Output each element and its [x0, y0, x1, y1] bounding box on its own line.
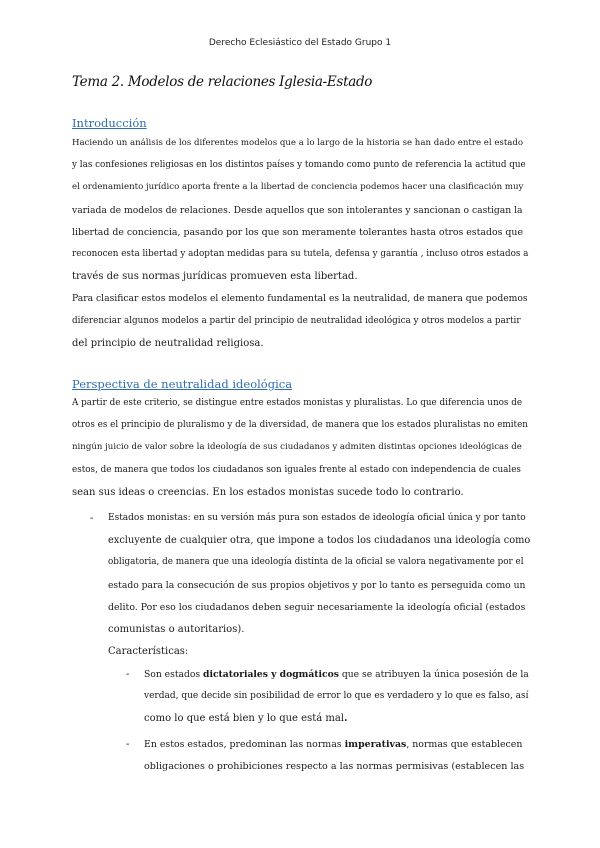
feature-text: En estos estados, predominan las normas	[144, 739, 345, 750]
bullet-dash: -	[90, 513, 94, 524]
intro-line: variada de modelos de relaciones. Desde aquellos que son intolerantes y sancionan o castigan la	[72, 205, 523, 216]
monist-line: Estados monistas: en su versión más pura son estados de ideología oficial única y por tanto	[108, 513, 526, 523]
monist-line: excluyente de cualquier otra, que impone a todos los ciudadanos una ideología como	[108, 535, 531, 546]
feature-emphasis: dictatoriales y dogmáticos	[203, 669, 339, 680]
intro-line: reconocen esta libertad y adoptan medidas para su tutela, defensa y garantía , incluso otros estados a	[72, 249, 529, 259]
feature-text: , normas que establecen	[406, 739, 523, 750]
ideological-line: A partir de este criterio, se distingue entre estados monistas y pluralistas. Lo que diferencia unos de	[72, 398, 523, 408]
intro-line: través de sus normas jurídicas promueven esta libertad.	[72, 271, 358, 282]
bullet-dash: -	[126, 739, 130, 750]
features-label: Características:	[108, 646, 189, 657]
monist-line: estado para la consecución de sus propios objetivos y por lo tanto es perseguida como un	[108, 580, 526, 591]
intro-line: el ordenamiento jurídico aporta frente a la libertad de conciencia podemos hacer una clasificación muy	[72, 182, 524, 192]
bullet-dash: -	[126, 669, 130, 680]
intro-line: del principio de neutralidad religiosa.	[72, 338, 264, 349]
feature-line	[144, 669, 529, 680]
feature-line	[144, 739, 522, 750]
feature-text: Son estados	[144, 669, 204, 680]
section-heading-introduccion: Introducción	[72, 116, 147, 130]
ideological-line: sean sus ideas o creencias. En los estados monistas sucede todo lo contrario.	[72, 487, 464, 498]
monist-line: comunistas o autoritarios).	[108, 624, 245, 635]
monist-line: obligatoria, de manera que una ideología distinta de la oficial se valora negativamente por el	[108, 557, 524, 567]
feature-text: que se atribuyen la única posesión de la	[338, 669, 529, 680]
feature-line: verdad, que decide sin posibilidad de error lo que es verdadero y lo que es falso, así	[144, 691, 529, 701]
feature-emphasis: imperativas	[344, 739, 407, 750]
document-title: Tema 2. Modelos de relaciones Iglesia-Estado	[72, 74, 373, 90]
feature-emphasis: .	[344, 713, 348, 724]
page-header: Derecho Eclesiástico del Estado Grupo 1	[208, 38, 392, 48]
monist-line: delito. Por eso los ciudadanos deben seguir necesariamente la ideología oficial (estados	[108, 602, 526, 613]
ideological-line: ningún juicio de valor sobre la ideología de sus ciudadanos y admiten distintas opciones ideológicas de	[72, 442, 522, 452]
section-heading-neutralidad-ideologica: Perspectiva de neutralidad ideológica	[72, 377, 293, 391]
intro-line: libertad de conciencia, pasando por los que son meramente tolerantes hasta otros estados que	[72, 227, 523, 238]
intro-line: Haciendo un análisis de los diferentes modelos que a lo largo de la historia se han dado entre el estado	[72, 138, 524, 148]
feature-line	[144, 713, 347, 724]
ideological-line: estos, de manera que todos los ciudadanos son iguales frente al estado con independencia de cuales	[72, 465, 521, 475]
feature-line: obligaciones o prohibiciones respecto a las normas permisivas (establecen las	[144, 761, 525, 772]
intro-line: diferenciar algunos modelos a partir del principio de neutralidad ideológica y otros modelos a partir	[72, 316, 521, 326]
ideological-line: otros es el principio de pluralismo y de la diversidad, de manera que los estados pluralistas no emiten	[72, 420, 528, 430]
feature-text: como lo que está bien y lo que está mal	[144, 713, 344, 724]
intro-line: Para clasificar estos modelos el elemento fundamental es la neutralidad, de manera que podemos	[72, 293, 528, 304]
intro-line: y las confesiones religiosas en los distintos países y tomando como punto de referencia la actitud que	[72, 160, 526, 170]
